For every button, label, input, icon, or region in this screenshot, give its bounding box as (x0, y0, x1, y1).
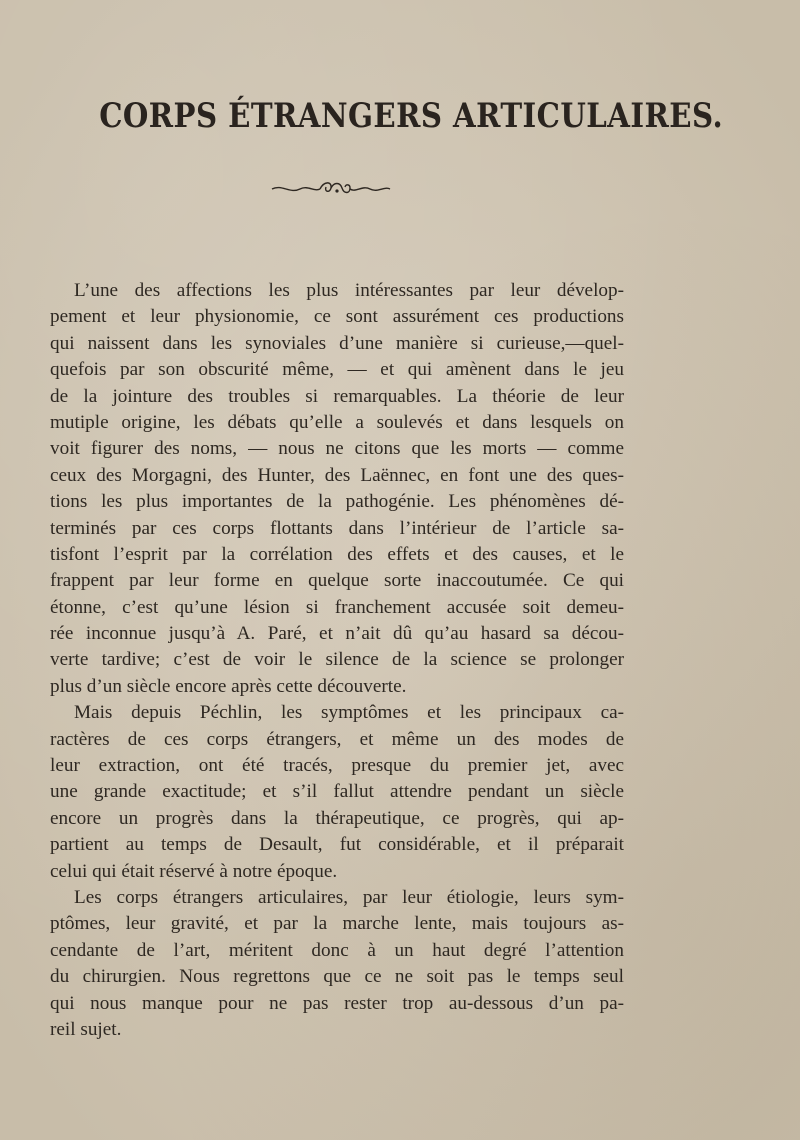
text-line: terminés par ces corps flottants dans l’intérieur de l’article sa- (50, 517, 624, 539)
paragraph-2 (50, 700, 624, 885)
text-line: plus d’un siècle encore après cette découverte. (50, 675, 407, 697)
text-line: ptômes, leur gravité, et par la marche lente, mais toujours as- (50, 913, 624, 935)
text-line: qui nous manque pour ne pas rester trop au-dessous d’un pa- (50, 992, 624, 1014)
body-text (50, 278, 624, 1043)
text-line: celui qui était réservé à notre époque. (50, 860, 338, 882)
text-line: étonne, c’est qu’une lésion si franchement accusée soit demeu- (50, 596, 624, 618)
text-line: rée inconnue jusqu’à A. Paré, et n’ait dû qu’au hasard sa décou- (50, 623, 624, 645)
text-line: ceux des Morgagni, des Hunter, des Laënnec, en font une des ques- (50, 464, 624, 486)
text-line: voit figurer des noms, — nous ne citons que les morts — comme (50, 438, 624, 460)
text-line: L’une des affections les plus intéressantes par leur dévelop- (74, 280, 624, 301)
paragraph-3 (50, 885, 624, 1043)
text-line: leur extraction, ont été tracés, presque du premier jet, avec (50, 755, 624, 777)
text-line: Mais depuis Péchlin, les symptômes et les principaux ca- (74, 702, 624, 724)
text-line: encore un progrès dans la thérapeutique, ce progrès, qui ap- (50, 807, 624, 829)
text-line: tions les plus importantes de la pathogénie. Les phénomènes dé- (50, 491, 624, 513)
text-line: du chirurgien. Nous regrettons que ce ne soit pas le temps seul (50, 966, 624, 988)
text-line: reil sujet. (50, 1018, 122, 1040)
text-line: tisfont l’esprit par la corrélation des effets et des causes, et le (50, 543, 624, 565)
text-line: mutiple origine, les débats qu’elle a soulevés et dans lesquels on (50, 411, 624, 433)
text-line: une grande exactitude; et s’il fallut attendre pendant un siècle (50, 781, 624, 803)
page-title: CORPS ÉTRANGERS ARTICULAIRES. (99, 96, 724, 136)
text-line: pement et leur physionomie, ce sont assurément ces productions (50, 306, 624, 328)
text-line: Les corps étrangers articulaires, par leur étiologie, leurs sym- (74, 886, 624, 908)
text-line: qui naissent dans les synoviales d’une manière si curieuse,—quel- (50, 332, 624, 354)
text-line: cendante de l’art, méritent donc à un haut degré l’attention (50, 939, 624, 961)
text-line: de la jointure des troubles si remarquables. La théorie de leur (50, 385, 624, 407)
text-line: partient au temps de Desault, fut considérable, et il préparait (50, 834, 624, 856)
text-line: verte tardive; c’est de voir le silence de la science se prolonger (50, 649, 624, 671)
paragraph-1 (50, 278, 624, 700)
text-line: frappent par leur forme en quelque sorte inaccoutumée. Ce qui (50, 570, 624, 592)
text-line: ractères de ces corps étrangers, et même un des modes de (50, 728, 624, 750)
text-line: quefois par son obscurité même, — et qui amènent dans le jeu (50, 359, 624, 381)
decorative-flourish-icon (270, 178, 392, 200)
